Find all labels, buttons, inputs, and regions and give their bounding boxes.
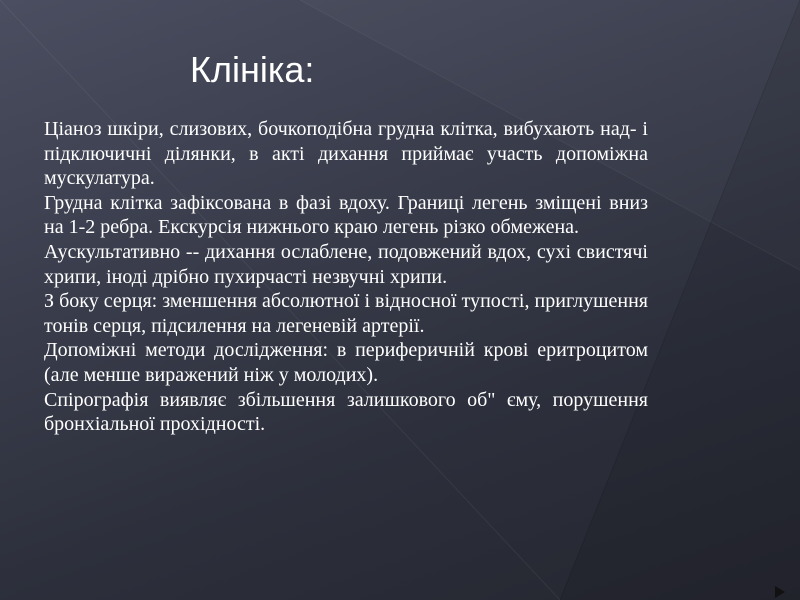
paragraph-spirography: Спірографія виявляє збільшення залишкового об" єму, порушення бронхіальної прохідності. [44, 388, 648, 436]
paragraph-clinical-signs: Ціаноз шкіри, слизових, бочкоподібна грудна клітка, вибухають над- і підключичні ділянки, в акті дихання приймає участь допоміжна мускулатура. [44, 118, 648, 190]
slide-title: Клініка: [190, 49, 315, 90]
paragraph-chest-findings: Грудна клітка зафіксована в фазі вдоху. Границі легень зміщені вниз на 1-2 ребра. Екскурсія нижнього краю легень різко обмежена. [44, 191, 648, 239]
paragraph-auxiliary-methods: Допоміжні методи дослідження: в периферичній крові еритроцитом (але менше виражений ніж у молодих). [44, 339, 648, 386]
paragraph-heart-findings: З боку серця: зменшення абсолютної і відносної тупості, приглушення тонів серця, підсилення на легеневій артерії. [44, 290, 648, 337]
chevron-right-icon[interactable] [773, 585, 787, 599]
slide-body [44, 117, 648, 437]
paragraph-auscultation: Аускультативно -- дихання ослаблене, подовжений вдох, сухі свистячі хрипи, іноді дрібно пухирчасті незвучні хрипи. [44, 240, 648, 288]
